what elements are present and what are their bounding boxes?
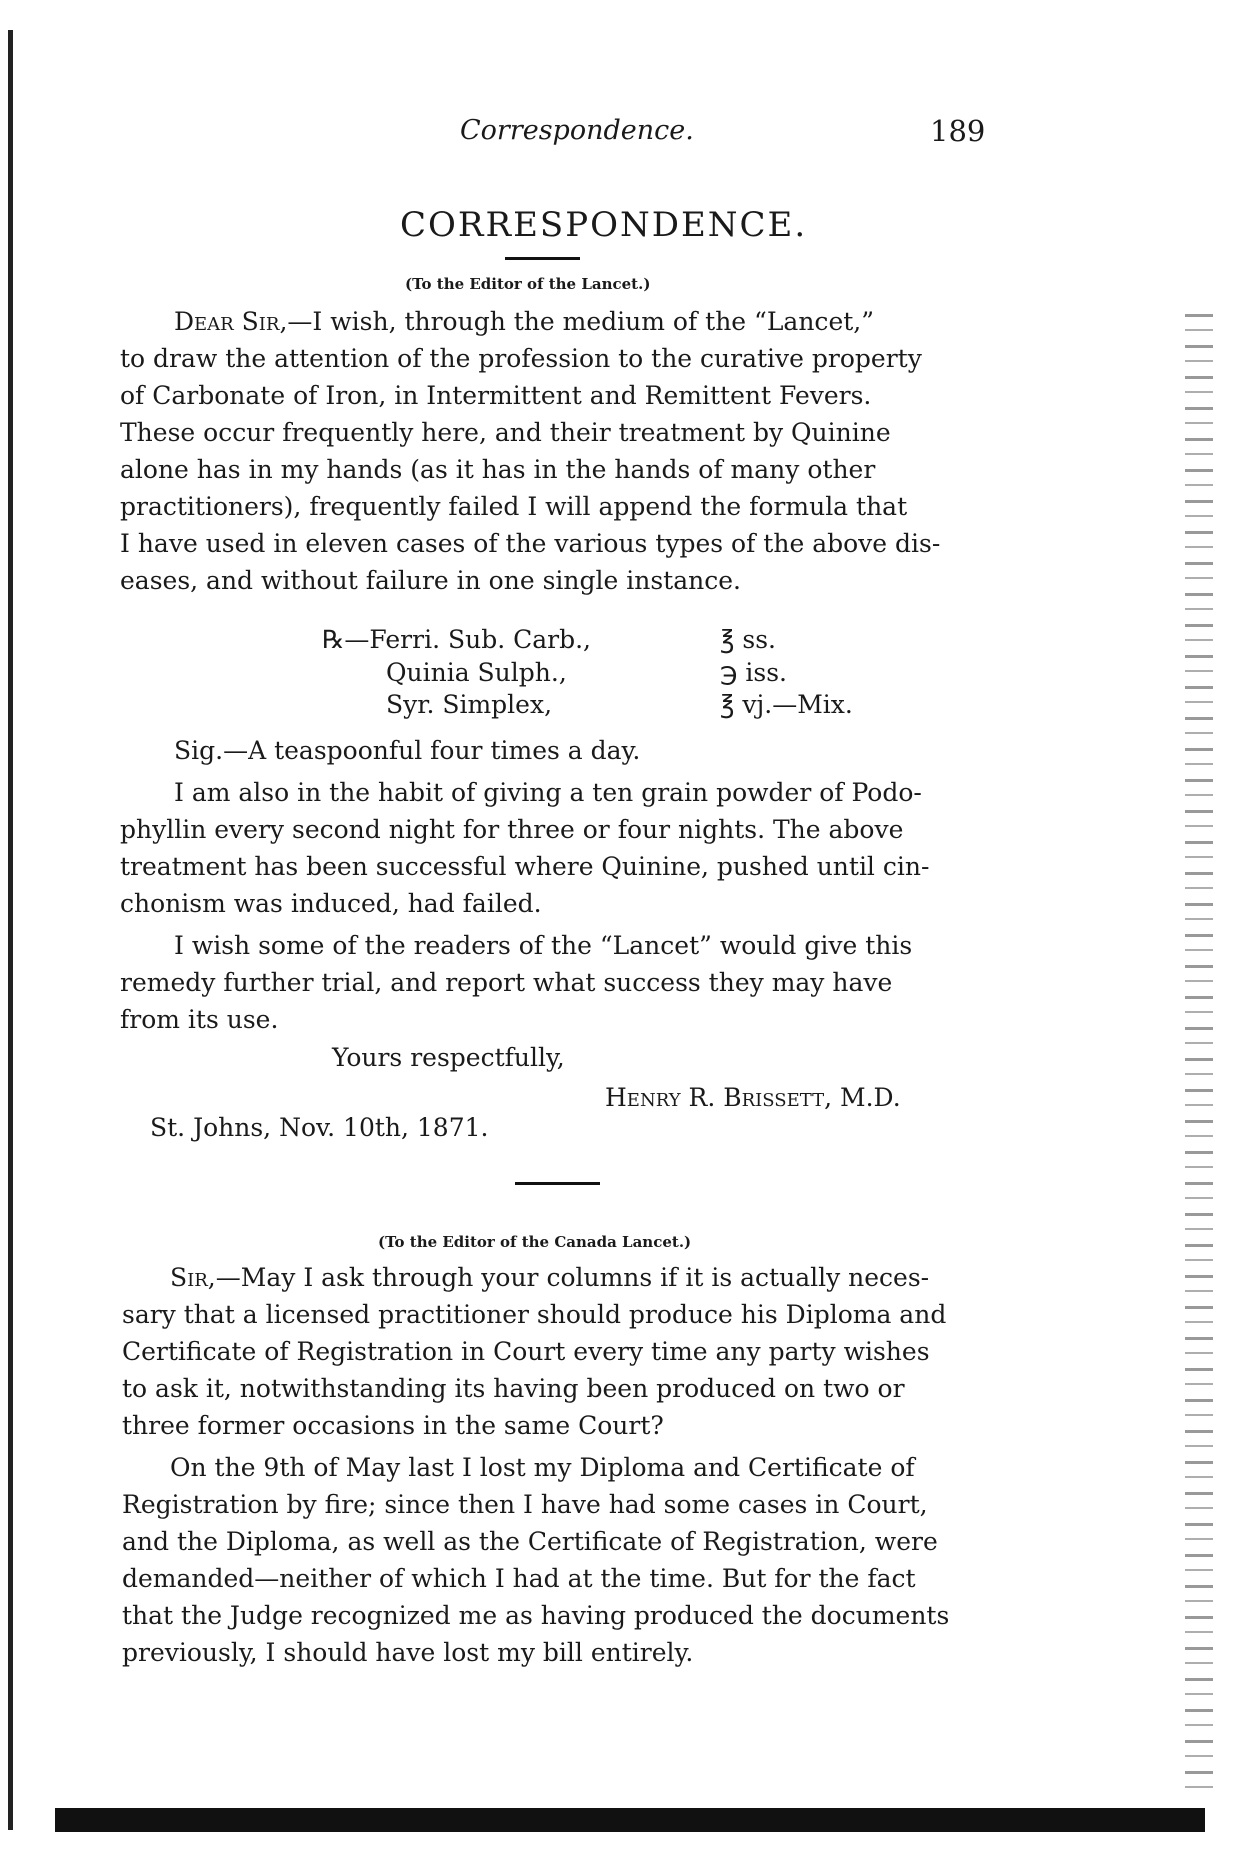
rx-dose: ℥ ss. <box>720 625 776 654</box>
letter1-line: phyllin every second night for three or four nights. The above <box>120 815 904 844</box>
letter2-line: to ask it, notwithstanding its having been produced on two or <box>122 1374 905 1403</box>
letter1-line: Dear Sir,—I wish, through the medium of the “Lancet,” <box>174 307 875 336</box>
letter2-line: that the Judge recognized me as having produced the documents <box>122 1601 950 1630</box>
letter1-line: remedy further trial, and report what success they may have <box>120 968 893 997</box>
salutation: Dear Sir, <box>174 307 288 336</box>
page-bottom-edge <box>55 1808 1205 1832</box>
letter2-line: previously, I should have lost my bill entirely. <box>122 1638 694 1667</box>
rx-dose: ℥ vj.—Mix. <box>720 690 853 719</box>
letter2-line: On the 9th of May last I lost my Diploma and Certificate of <box>170 1453 915 1482</box>
letter1-line: of Carbonate of Iron, in Intermittent and Remittent Fevers. <box>120 381 872 410</box>
rx-drug: ℞—Ferri. Sub. Carb., <box>322 625 591 654</box>
letter1-line: I wish some of the readers of the “Lancet” would give this <box>174 931 913 960</box>
letter2-line: demanded—neither of which I had at the time. But for the fact <box>122 1564 916 1593</box>
rx-drug: Syr. Simplex, <box>386 690 553 719</box>
page-number: 189 <box>930 114 986 148</box>
letter1-line: chonism was induced, had failed. <box>120 889 542 918</box>
running-head-title: Correspondence. <box>460 115 694 146</box>
letter1-line: practitioners), frequently failed I will append the formula that <box>120 492 908 521</box>
prescription-sig: Sig.—A teaspoonful four times a day. <box>174 736 641 765</box>
rx-drug: Quinia Sulph., <box>386 658 567 687</box>
signature: Henry R. Brissett, M.D. <box>605 1083 901 1112</box>
editor-note: (To the Editor of the Canada Lancet.) <box>378 1233 692 1251</box>
letter2-line: sary that a licensed practitioner should produce his Diploma and <box>122 1300 947 1329</box>
page-left-edge <box>8 30 13 1830</box>
place-date: St. Johns, Nov. 10th, 1871. <box>150 1113 489 1142</box>
letter1-line: I have used in eleven cases of the various types of the above dis- <box>120 529 941 558</box>
closing: Yours respectfully, <box>332 1043 565 1072</box>
letter1-line: from its use. <box>120 1005 279 1034</box>
heading-rule <box>505 257 580 260</box>
letter2-line: Certificate of Registration in Court every time any party wishes <box>122 1337 930 1366</box>
letter2-line: and the Diploma, as well as the Certificate of Registration, were <box>122 1527 938 1556</box>
letter1-line: to draw the attention of the profession to the curative property <box>120 344 922 373</box>
letter2-line: Registration by fire; since then I have had some cases in Court, <box>122 1490 928 1519</box>
page-right-edge <box>1185 300 1213 1800</box>
letter-divider <box>515 1182 600 1185</box>
letter1-line: These occur frequently here, and their treatment by Quinine <box>120 418 891 447</box>
letter1-line: treatment has been successful where Quinine, pushed until cin- <box>120 852 930 881</box>
rx-dose: ℈ iss. <box>720 658 788 687</box>
editor-note: (To the Editor of the Lancet.) <box>405 275 651 293</box>
letter2-line: three former occasions in the same Court? <box>122 1411 664 1440</box>
section-heading: CORRESPONDENCE. <box>400 205 808 245</box>
letter2-line: Sir,—May I ask through your columns if it is actually neces- <box>170 1263 930 1292</box>
letter1-line: alone has in my hands (as it has in the hands of many other <box>120 455 876 484</box>
letter1-line: I am also in the habit of giving a ten grain powder of Podo- <box>174 778 922 807</box>
letter1-line: eases, and without failure in one single instance. <box>120 566 741 595</box>
salutation: Sir, <box>170 1263 216 1292</box>
